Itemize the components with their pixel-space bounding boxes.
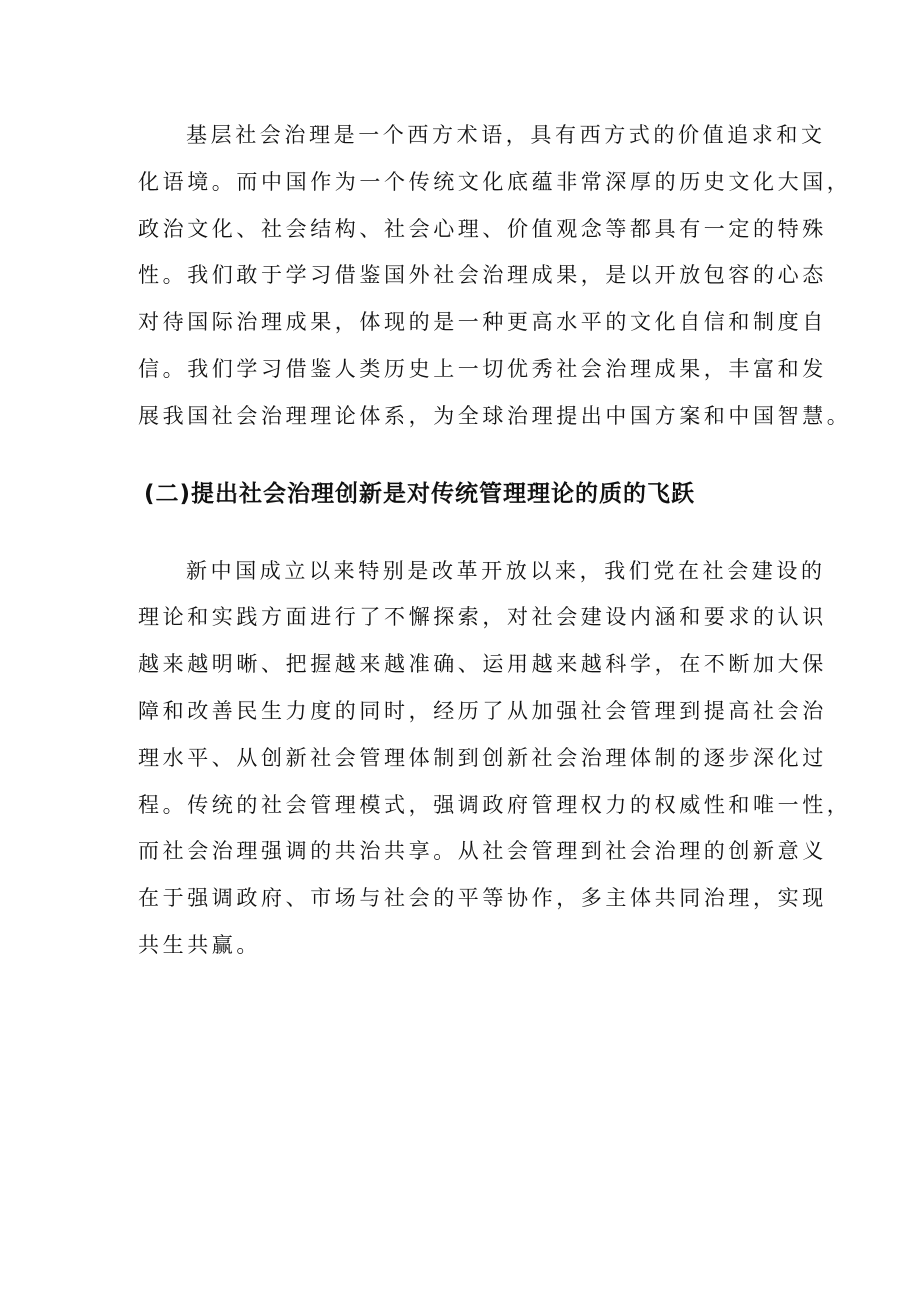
- paragraph-line: 化语境。而中国作为一个传统文化底蕴非常深厚的历史文化大国，: [138, 169, 852, 194]
- paragraph-line: 共生共赢。: [138, 932, 261, 957]
- document-body: [138, 112, 852, 969]
- paragraph-1: [138, 112, 852, 440]
- paragraph-line: 政治文化、社会结构、社会心理、价值观念等都具有一定的特殊: [138, 216, 827, 241]
- paragraph-line: 对待国际治理成果，体现的是一种更高水平的文化自信和制度自: [138, 310, 827, 335]
- paragraph-2: [138, 548, 852, 969]
- paragraph-line: 障和改善民生力度的同时，经历了从加强社会管理到提高社会治: [138, 698, 827, 723]
- paragraph-line: 在于强调政府、市场与社会的平等协作，多主体共同治理，实现: [138, 886, 827, 911]
- paragraph-line: 基层社会治理是一个西方术语，具有西方式的价值追求和文: [186, 123, 826, 147]
- paragraph-line: 而社会治理强调的共治共享。从社会管理到社会治理的创新意义: [138, 839, 827, 864]
- paragraph-line: 理水平、从创新社会管理体制到创新社会治理体制的逐步深化过: [138, 745, 827, 770]
- paragraph-line: 理论和实践方面进行了不懈探索，对社会建设内涵和要求的认识: [138, 605, 827, 630]
- section-heading: (二)提出社会治理创新是对传统管理理论的质的飞跃: [144, 480, 696, 507]
- paragraph-line: 信。我们学习借鉴人类历史上一切优秀社会治理成果，丰富和发: [138, 356, 827, 381]
- paragraph-line: 程。传统的社会管理模式，强调政府管理权力的权威性和唯一性，: [138, 792, 852, 817]
- paragraph-line: 越来越明晰、把握越来越准确、运用越来越科学，在不断加大保: [138, 652, 827, 677]
- paragraph-line: 展我国社会治理理论体系，为全球治理提出中国方案和中国智慧。: [138, 403, 852, 428]
- paragraph-line: 性。我们敢于学习借鉴国外社会治理成果，是以开放包容的心态: [138, 263, 827, 288]
- paragraph-line: 新中国成立以来特别是改革开放以来，我们党在社会建设的: [186, 558, 826, 583]
